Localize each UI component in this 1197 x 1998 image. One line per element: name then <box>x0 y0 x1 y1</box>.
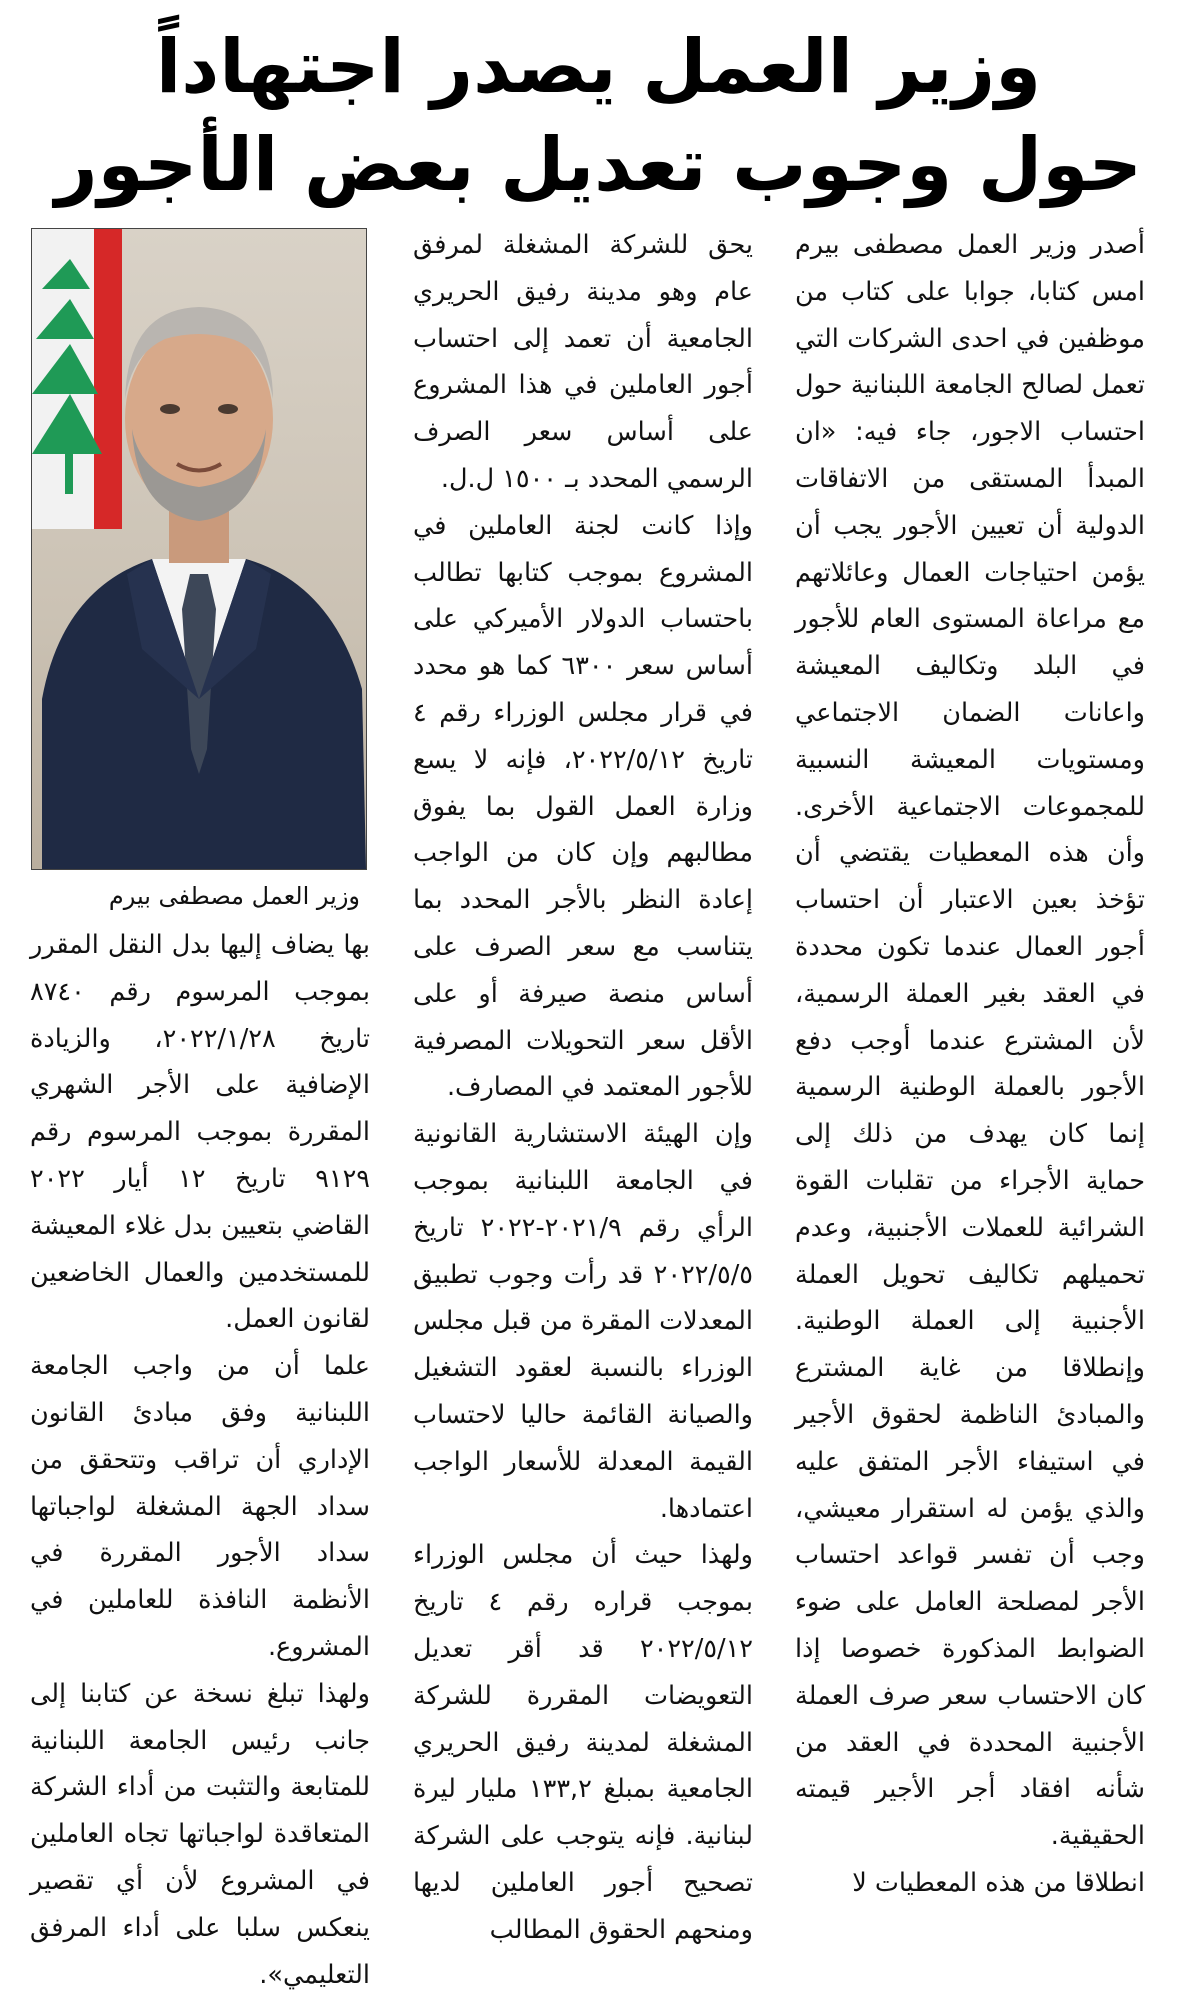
paragraph: وإن الهيئة الاستشارية القانونية في الجامعة اللبنانية بموجب الرأي رقم ٢٠٢١/٩-٢٠٢٢ تاريخ ٢٠٢٢/٥/٥ قد رأت وجوب تطبيق المعدلات المقرة من قبل مجلس الوزراء بالنسبة لعقود التشغيل والصيانة القائمة حاليا لاحتساب القيمة المعدلة للأسعار الواجب اعتمادها. <box>413 1119 753 1524</box>
paragraph: يحق للشركة المشغلة لمرفق عام وهو مدينة رفيق الحريري الجامعية أن تعمد إلى احتساب أجور العاملين في هذا المشروع على أساس سعر الصرف الرسمي المحدد بـ ١٥٠٠ ل.ل. <box>413 230 753 494</box>
paragraph: بها يضاف إليها بدل النقل المقرر بموجب المرسوم رقم ٨٧٤٠ تاريخ ٢٠٢٢/١/٢٨، والزيادة الإضافية على الأجر الشهري المقررة بموجب المرسوم رقم ٩١٢٩ تاريخ ١٢ أيار ٢٠٢٢ القاضي بتعيين بدل غلاء المعيشة للمستخدمين والعمال الخاضعين لقانون العمل. <box>30 930 370 1335</box>
headline <box>40 18 1157 214</box>
paragraph: انطلاقا من هذه المعطيات لا <box>852 1867 1145 1898</box>
headline-line-1: وزير العمل يصدر اجتهاداً <box>155 24 1042 110</box>
portrait-illustration <box>32 229 366 869</box>
paragraph: أصدر وزير العمل مصطفى بيرم امس كتابا، جوابا على كتاب من موظفين في احدى الشركات التي تعمل لصالح الجامعة اللبنانية حول احتساب الاجور، جاء فيه: «ان المبدأ المستقى من الاتفاقات الدولية أن تعيين الأجور يجب أن يؤمن احتياجات العمال وعائلاتهم مع مراعاة المستوى العام للأجور في البلد وتكاليف المعيشة واعانات الضمان الاجتماعي ومستويات المعيشة النسبية للمجموعات الاجتماعية الأخرى. وأن هذه المعطيات يقتضي أن تؤخذ بعين الاعتبار أن احتساب أجور العمال عندما تكون محددة في العقد بغير العملة الرسمية، لأن المشترع عندما أوجب دفع الأجور بالعملة الوطنية الرسمية إنما كان يهدف من ذلك إلى حماية الأجراء من تقلبات القوة الشرائية للعملات الأجنبية، وعدم تحميلهم تكاليف تحويل العملة الأجنبية إلى العملة الوطنية. وإنطلاقا من غاية المشترع والمبادئ الناظمة لحقوق الأجير في استيفاء الأجر المتفق عليه والذي يؤمن له استقرار معيشي، وجب أن تفسر قواعد احتساب الأجر لمصلحة العامل على ضوء الضوابط المذكورة خصوصا إذا كان الاحتساب سعر صرف العملة الأجنبية المحددة في العقد من شأنه افقاد أجر الأجير قيمته الحقيقية. <box>795 230 1145 1852</box>
minister-photo <box>31 228 367 870</box>
article-columns <box>30 222 1145 1990</box>
photo-caption: وزير العمل مصطفى بيرم <box>108 882 360 910</box>
paragraph: وإذا كانت لجنة العاملين في المشروع بموجب كتابها تطالب باحتساب الدولار الأميركي على أساس سعر ٦٣٠٠ كما هو محدد في قرار مجلس الوزراء رقم ٤ تاريخ ٢٠٢٢/٥/١٢، فإنه لا يسع وزارة العمل القول بما يفوق مطالبهم وإن كان من الواجب إعادة النظر بالأجر المحدد بما يتناسب مع سعر الصرف على أساس منصة صيرفة أو على الأقل سعر التحويلات المصرفية للأجور المعتمد في المصارف. <box>413 510 753 1103</box>
paragraph: ولهذا حيث أن مجلس الوزراء بموجب قراره رقم ٤ تاريخ ٢٠٢٢/٥/١٢ قد أقر تعديل التعويضات المقررة للشركة المشغلة لمدينة رفيق الحريري الجامعية بمبلغ ١٣٣,٢ مليار ليرة لبنانية. فإنه يتوجب على الشركة تصحيح أجور العاملين لديها ومنحهم الحقوق المطالب <box>413 1540 753 1945</box>
article-column-left <box>30 222 370 1990</box>
article-column-middle <box>413 222 753 1957</box>
paragraph: ولهذا تبلغ نسخة عن كتابنا إلى جانب رئيس الجامعة اللبنانية للمتابعة والتثبت من أداء الشركة المتعاقدة لواجباتها تجاه العاملين في المشروع لأن أي تقصير ينعكس سلبا على أداء المرفق التعليمي». <box>30 1678 370 1990</box>
article-column-right <box>795 222 1145 1957</box>
headline-line-2: حول وجوب تعديل بعض الأجور <box>55 122 1142 208</box>
paragraph: علما أن من واجب الجامعة اللبنانية وفق مبادئ القانون الإداري أن تراقب وتتحقق من سداد الجهة المشغلة لواجباتها سداد الأجور المقررة في الأنظمة النافذة للعاملين في المشروع. <box>30 1351 370 1662</box>
